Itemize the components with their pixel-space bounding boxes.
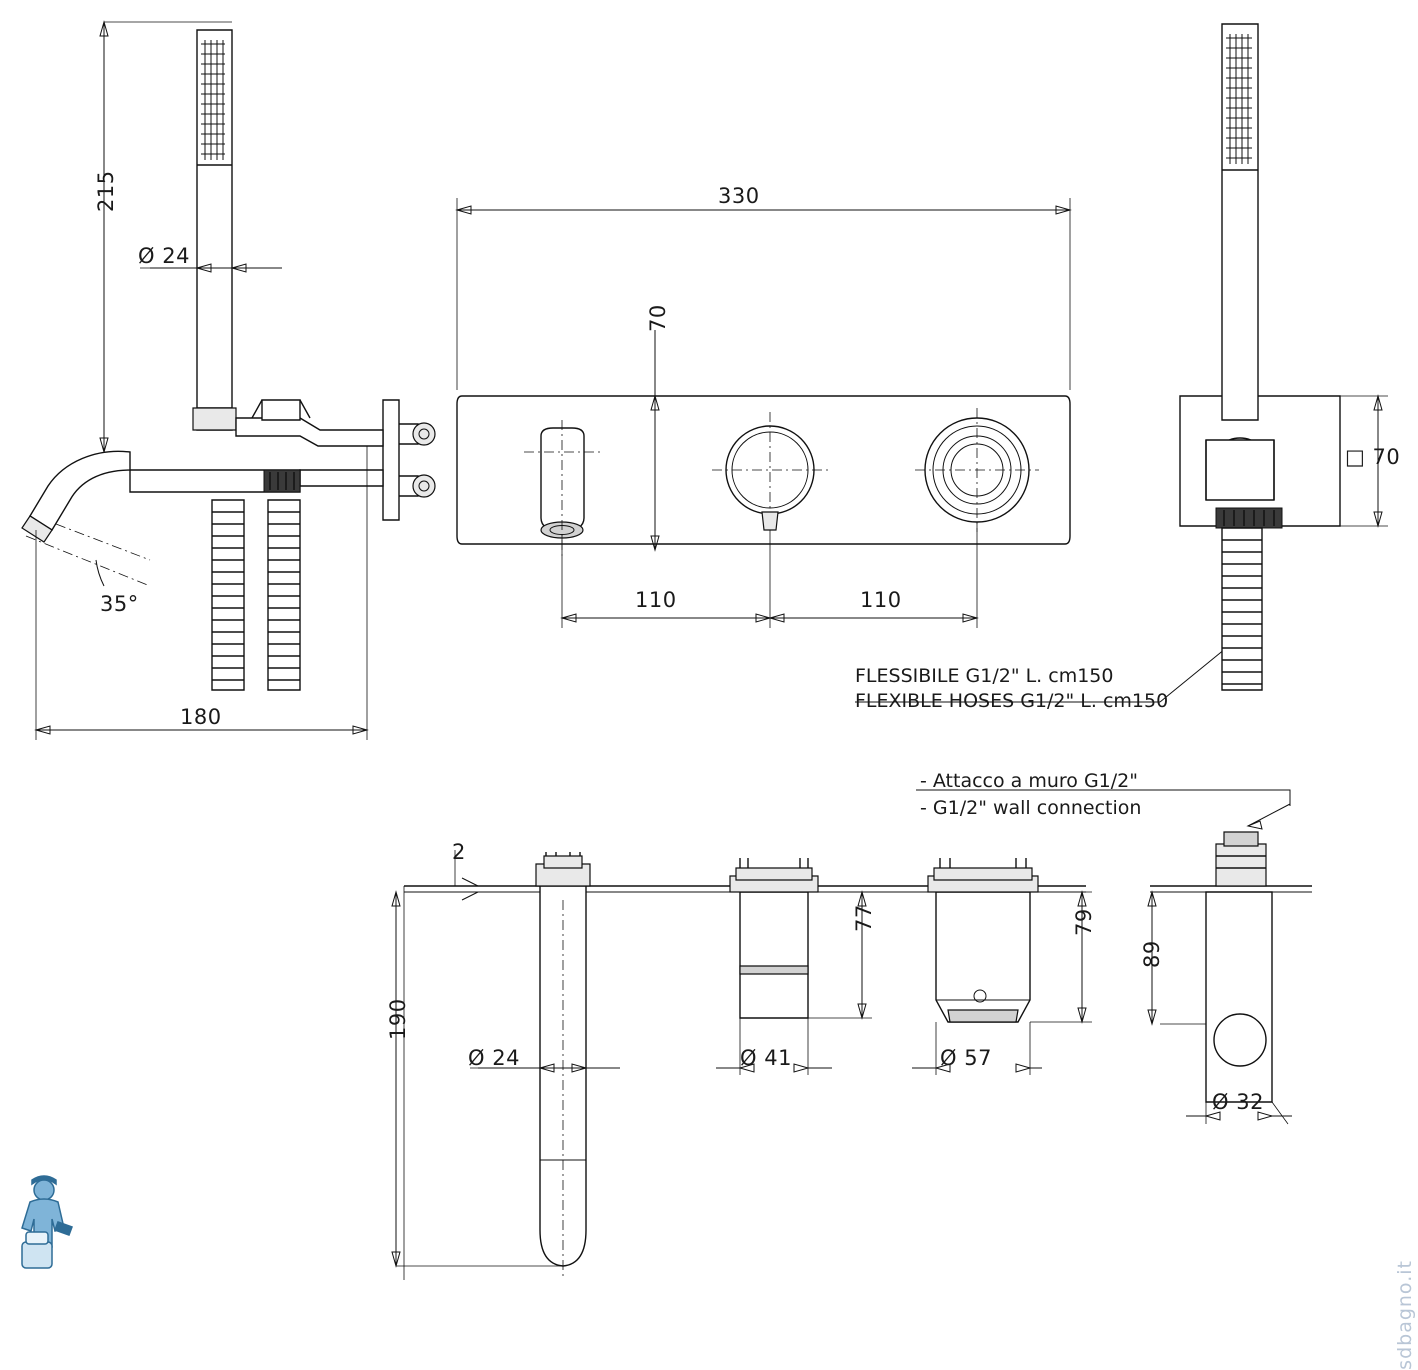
dim-thermostat-diameter: Ø 57	[940, 1046, 992, 1070]
dim-plate-width: 330	[718, 184, 760, 208]
dim-spacing-left: 110	[635, 588, 677, 612]
dim-total-projection: 180	[180, 705, 222, 729]
dim-handset-height: 215	[94, 170, 118, 212]
dim-spout-height: 190	[386, 998, 410, 1040]
dim-holder-plate-height: □ 70	[1345, 445, 1401, 469]
company-logo-icon	[10, 1172, 90, 1282]
watermark-text: sdbagno.it	[1394, 1260, 1416, 1370]
note-wall-connection-en: - G1/2" wall connection	[920, 797, 1142, 819]
dim-spout-diameter: Ø 24	[468, 1046, 520, 1070]
dim-handle-height: 77	[852, 904, 876, 932]
dim-handle-diameter: Ø 41	[740, 1046, 792, 1070]
note-flexible-hose-it: FLESSIBILE G1/2" L. cm150	[855, 665, 1114, 687]
dim-plate-half-height: 70	[646, 304, 670, 332]
dim-holder-diameter: Ø 32	[1212, 1090, 1264, 1114]
note-flexible-hose-en: FLEXIBLE HOSES G1/2" L. cm150	[855, 690, 1169, 712]
dim-spacing-right: 110	[860, 588, 902, 612]
dim-handset-diameter: Ø 24	[138, 244, 190, 268]
note-wall-connection-it: - Attacco a muro G1/2"	[920, 770, 1138, 792]
dim-thermostat-height: 79	[1072, 908, 1096, 936]
dim-spout-angle: 35°	[100, 592, 139, 616]
dim-plate-thickness: 2	[452, 840, 466, 864]
dim-holder-height: 89	[1140, 940, 1164, 968]
